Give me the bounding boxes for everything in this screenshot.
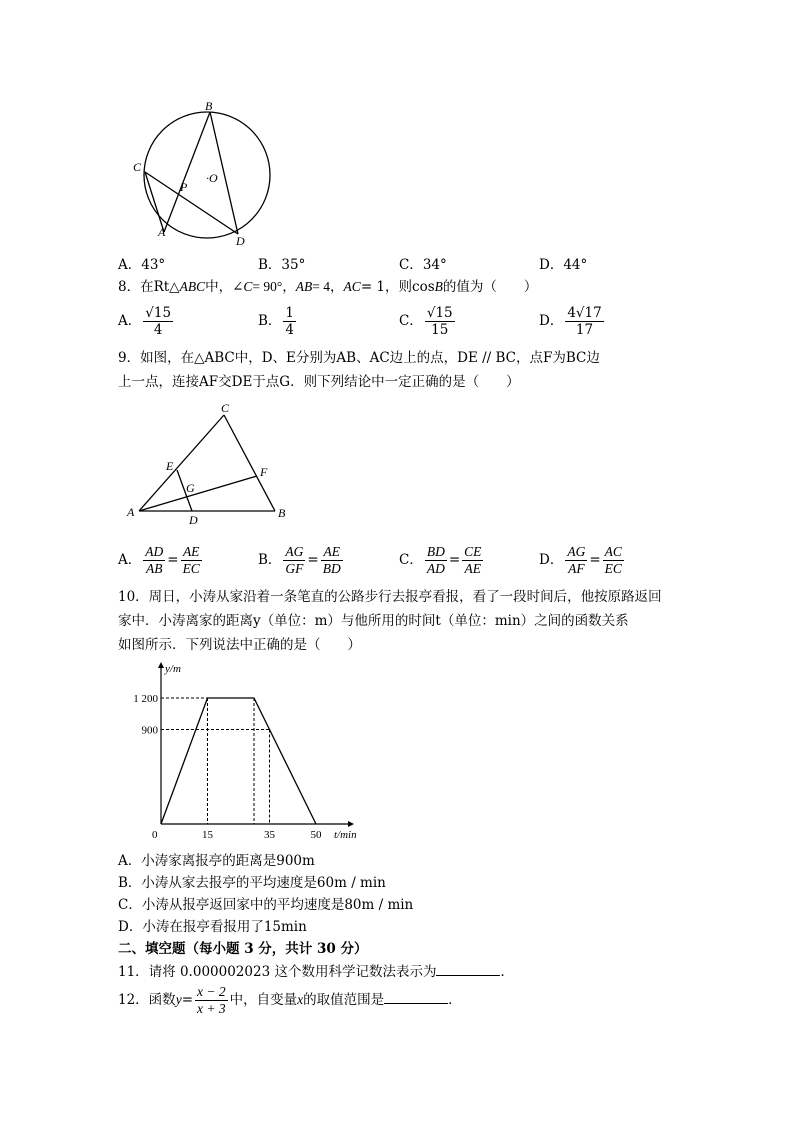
- q7-option-d: D．44°: [539, 257, 588, 273]
- q10-option-b: B．小涛从家去报亭的平均速度是60m / min: [118, 875, 386, 891]
- q10-line1: 10．周日，小涛从家沿着一条笔直的公路步行去报亭看报，看了一段时间后，他按原路返回: [118, 589, 662, 605]
- q8-option-a: A． $\frac{√15}{4}$: [118, 305, 172, 338]
- q10-option-c: C．小涛从报亭返回家中的平均速度是80m / min: [118, 897, 414, 913]
- x-tick-label: 15: [202, 829, 213, 841]
- y-axis-arrow: [158, 662, 164, 668]
- y-tick-label: 900: [141, 724, 158, 737]
- x-tick-label: 35: [264, 829, 275, 841]
- label-p: P: [180, 180, 188, 194]
- q7-option-b: B．35°: [258, 257, 306, 273]
- q9-triangle-figure: [122, 400, 292, 530]
- x-axis-arrow: [348, 821, 354, 827]
- q9-line2: 上一点，连接AF交DE于点G．则下列结论中一定正确的是（ ）: [118, 374, 520, 390]
- x-tick-label: 50: [310, 829, 322, 841]
- segment-af: [139, 476, 257, 511]
- side-ac: [139, 415, 224, 511]
- q8-option-d: D． $\frac{4√17}{17}$: [539, 305, 602, 338]
- section-title: 二、填空题（每小题 3 分，共计 30 分）: [118, 941, 368, 957]
- q7-option-c: C．34°: [399, 257, 447, 273]
- label-c: C: [221, 401, 230, 415]
- label-e: E: [166, 459, 174, 473]
- chord-ba: [164, 112, 210, 232]
- q9-option-c: C． $\frac{BD}{AD}$ = $\frac{CE}{AE}$: [399, 544, 482, 576]
- q7-circle-figure: [128, 98, 278, 248]
- y-tick-label: 1 200: [133, 693, 158, 705]
- label-c: C: [133, 160, 142, 174]
- q10-option-a: A．小涛家离报亭的距离是900m: [118, 853, 315, 869]
- q9-option-d: D． $\frac{AG}{AF}$ = $\frac{AC}{EC}$: [539, 544, 622, 576]
- q12: 12．函数y= $\frac{x - 2}{x + 3}$ 中，自变量x的取值范围是 ．: [118, 984, 462, 1016]
- q9-line1: 9．如图，在△ABC中，D、E分别为AB、AC边上的点，DE // BC，点F为BC边: [118, 350, 600, 366]
- side-bc: [224, 415, 275, 511]
- series-line: [161, 698, 316, 824]
- label-b: B: [278, 506, 286, 520]
- q10-distance-time-chart: [118, 656, 368, 841]
- q8-option-b: B． $\frac{1}{4}$: [258, 305, 295, 338]
- q8-option-c: C． $\frac{√15}{15}$: [399, 305, 453, 338]
- label-o: ·O: [206, 171, 218, 185]
- answer-blank[interactable]: [384, 991, 448, 1004]
- chord-ca: [145, 172, 164, 232]
- label-g: G: [186, 481, 195, 495]
- y-axis-label: y/m: [165, 663, 181, 675]
- label-b: B: [205, 99, 213, 113]
- x-tick-label: 0: [152, 829, 158, 841]
- q10-option-d: D．小涛在报亭看报用了15min: [118, 919, 307, 935]
- label-a: A: [158, 225, 166, 239]
- q10-line2: 家中．小涛离家的距离y（单位：m）与他所用的时间t（单位：min）之间的函数关系: [118, 613, 629, 629]
- q9-option-a: A． $\frac{AD}{AB}$ = $\frac{AE}{EC}$: [118, 544, 200, 576]
- label-a: A: [127, 505, 135, 519]
- label-d: D: [236, 234, 245, 248]
- answer-blank[interactable]: [436, 963, 500, 976]
- q11: 11．请将 0.000002023 这个数用科学记数法表示为 ．: [118, 964, 514, 980]
- q9-option-b: B． $\frac{AG}{GF}$ = $\frac{AE}{BD}$: [258, 544, 341, 576]
- label-d: D: [189, 513, 198, 527]
- q8-stem: 8．在Rt△ABC中，∠C= 90°，AB= 4，AC= 1，则cosB的值为（ ）: [118, 279, 538, 295]
- label-f: F: [260, 465, 268, 479]
- q10-line3: 如图所示．下列说法中正确的是（ ）: [118, 637, 361, 653]
- q7-option-a: A．43°: [118, 257, 166, 273]
- x-axis-label: t/min: [334, 829, 357, 841]
